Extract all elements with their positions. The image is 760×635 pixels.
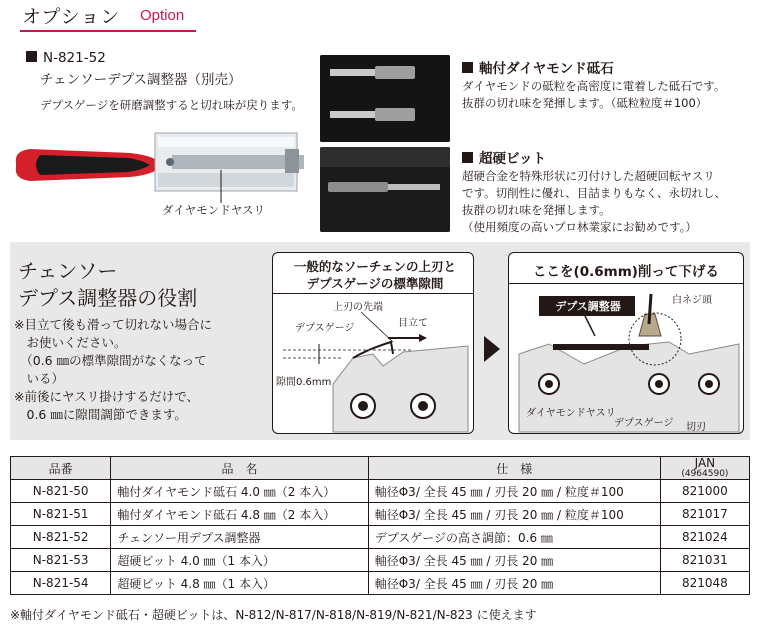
label-top-edge: 上刃の先端	[333, 302, 383, 313]
carbide-bit-line: 超硬合金を特殊形状に刃付けした超硬回転ヤスリ	[462, 169, 715, 183]
section-title: オプション	[22, 6, 121, 28]
header-jan-sub: (4964590)	[681, 468, 729, 479]
role-title	[18, 258, 197, 312]
diamond-stone-line: ダイヤモンドの砥粒を高密度に電着した砥石です。	[462, 79, 726, 93]
role-note-line: ※前後にヤスリ掛けするだけで、	[14, 389, 199, 404]
header-spec: 仕 様	[368, 457, 660, 480]
label-depth-gauge-left: デプスゲージ	[295, 323, 355, 334]
role-note-line: 0.6 ㎜に隙間調節できます。	[14, 407, 187, 422]
cell-jan: 821024	[660, 526, 749, 549]
diamond-stone-desc	[462, 78, 725, 112]
header-jan-text: JAN	[694, 455, 716, 470]
diamond-stone-line: 抜群の切れ味を発揮します。（砥粒粒度＃100）	[462, 96, 708, 110]
role-note-line: （0.6 ㎜の標準隙間がなくなって	[14, 353, 207, 368]
table-row	[11, 526, 750, 549]
cell-code: N-821-54	[11, 572, 111, 595]
cell-jan: 821048	[660, 572, 749, 595]
role-note-line: お使いください。	[14, 335, 127, 350]
gauge-desc: デプスゲージを研磨調整すると切れ味が戻ります。	[40, 98, 303, 112]
footnote: ※軸付ダイヤモンド砥石・超硬ビットは、N-812/N-817/N-818/N-819/N-821/N-823 に使えます	[10, 608, 537, 622]
cell-name: 超硬ビット 4.0 ㎜（1 本入）	[111, 549, 368, 572]
label-gap: 隙間0.6mm	[276, 377, 332, 388]
chain-cutter-drawing	[273, 294, 473, 433]
carbide-bit-line: 抜群の切れ味を発揮します。	[462, 203, 611, 217]
bullet-square-icon	[462, 62, 473, 73]
label-diamond-file: ダイヤモンドヤスリ	[526, 408, 616, 419]
product-table	[10, 456, 750, 595]
diamond-stone-photo	[320, 55, 450, 142]
cell-name: チェンソー用デプス調整器	[111, 526, 368, 549]
left-diagram-title	[285, 258, 465, 292]
role-title-line: チェンソー	[18, 259, 118, 283]
cell-spec: 軸径Φ3/ 全長 45 ㎜ / 刃長 20 ㎜	[368, 572, 660, 595]
table-row	[11, 572, 750, 595]
cell-code: N-821-52	[11, 526, 111, 549]
bullet-square-icon	[462, 152, 473, 163]
carbide-bit-desc	[462, 168, 726, 236]
carbide-bit-line: （使用頻度の高いプロ林業家にお勧めです。）	[462, 220, 697, 234]
role-title-line: デプス調整器の役割	[18, 286, 198, 310]
carbide-bit-title	[462, 147, 546, 167]
cell-name: 軸付ダイヤモンド砥石 4.8 ㎜（2 本入）	[111, 503, 368, 526]
gauge-code	[26, 50, 106, 66]
file-label: ダイヤモンドヤスリ	[162, 203, 266, 217]
cell-jan: 821031	[660, 549, 749, 572]
left-diagram-title-line: 一般的なソーチェンの上刃と	[293, 259, 457, 274]
gauge-code-text: N-821-52	[43, 50, 106, 66]
role-notes	[14, 316, 212, 424]
cell-name: 超硬ビット 4.8 ㎜（1 本入）	[111, 572, 368, 595]
cell-code: N-821-50	[11, 480, 111, 503]
carbide-bit-line: です。切削性に優れ、目詰まりもなく、永切れし、	[462, 186, 727, 200]
cell-jan: 821000	[660, 480, 749, 503]
table-row	[11, 549, 750, 572]
label-sharpen: 目立て	[398, 318, 428, 329]
arrow-right-icon	[482, 336, 502, 362]
label-tool: デプス調整器	[555, 300, 621, 313]
cell-code: N-821-53	[11, 549, 111, 572]
header-name: 品 名	[111, 457, 368, 480]
title-underline	[20, 30, 196, 32]
cell-spec: 軸径Φ3/ 全長 45 ㎜ / 刃長 20 ㎜ / 粒度＃100	[368, 503, 660, 526]
section-title-en: Option	[140, 7, 185, 24]
table-row	[11, 480, 750, 503]
label-depth-gauge-right: デプスゲージ	[614, 418, 674, 429]
diamond-stone-title	[462, 57, 614, 77]
label-cutter: 切刃	[686, 422, 706, 433]
diamond-stone-title-text: 軸付ダイヤモンド砥石	[479, 61, 614, 77]
right-diagram-title: ここを(0.6mm)削って下げる	[533, 264, 719, 280]
cell-jan: 821017	[660, 503, 749, 526]
left-diagram-title-line: デプスゲージの標準隙間	[306, 276, 444, 291]
cell-code: N-821-51	[11, 503, 111, 526]
cell-spec: デプスゲージの高さ調節：0.6 ㎜	[368, 526, 660, 549]
header-jan	[660, 457, 749, 480]
table-header-row	[11, 457, 750, 480]
role-note-line: ※目立て後も滑って切れない場合に	[14, 317, 212, 332]
cell-spec: 軸径Φ3/ 全長 45 ㎜ / 刃長 20 ㎜	[368, 549, 660, 572]
bullet-square-icon	[26, 51, 37, 62]
header-code: 品番	[11, 457, 111, 480]
role-note-line: いる）	[14, 371, 65, 386]
gauge-name: チェンソーデプス調整器（別売）	[40, 72, 242, 88]
cell-name: 軸付ダイヤモンド砥石 4.0 ㎜（2 本入）	[111, 480, 368, 503]
carbide-bit-photo	[320, 147, 450, 232]
table-row	[11, 503, 750, 526]
label-screw: 白ネジ頭	[672, 295, 712, 306]
depth-gauge-tool-image	[10, 125, 310, 205]
cell-spec: 軸径Φ3/ 全長 45 ㎜ / 刃長 20 ㎜ / 粒度＃100	[368, 480, 660, 503]
carbide-bit-title-text: 超硬ビット	[479, 151, 546, 167]
